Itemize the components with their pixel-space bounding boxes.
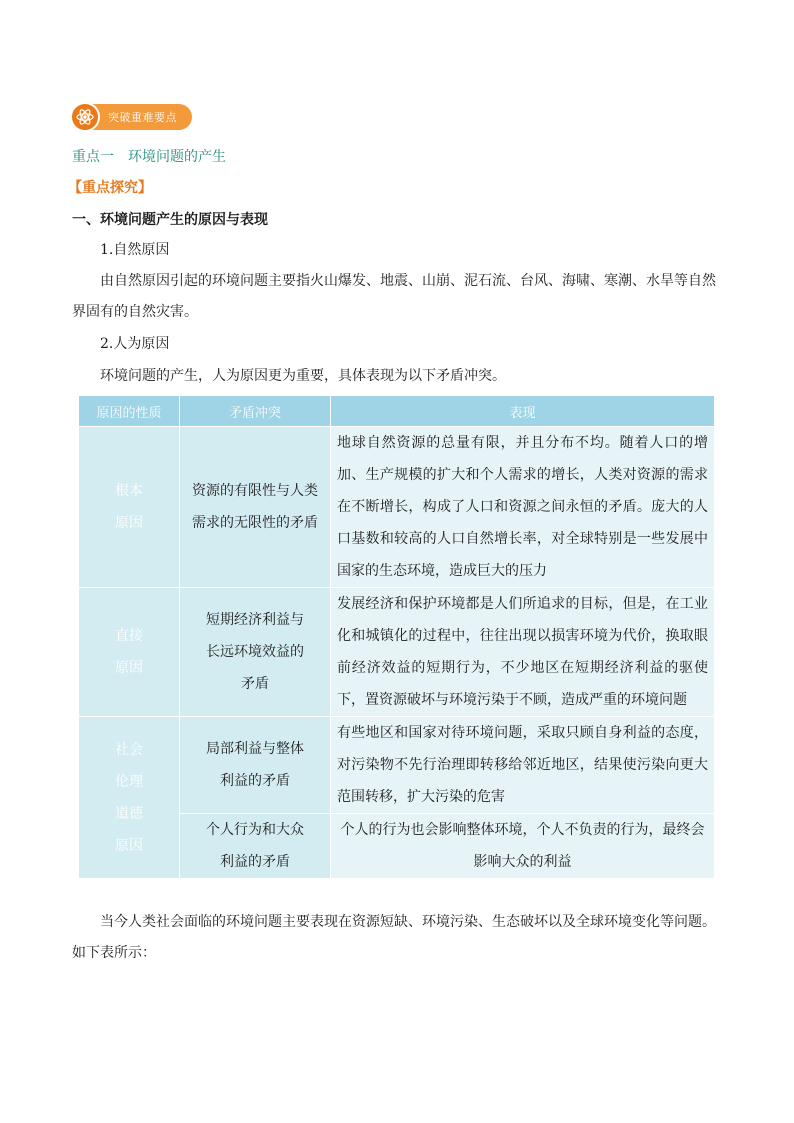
table-row: [79, 588, 715, 717]
conflict-cell: 局部利益与整体利益的矛盾: [180, 717, 331, 814]
nature-line: 根本: [115, 483, 143, 499]
table-row: [79, 427, 715, 588]
desc-cell: 有些地区和国家对待环境问题，采取只顾自身利益的态度，对污染物不先行治理即转移给邻近地区，结果使污染向更大范围转移，扩大污染的危害: [331, 717, 715, 814]
paragraph-1: 由自然原因引起的环境问题主要指火山爆发、地震、山崩、泥石流、台风、海啸、寒潮、水旱等自然界固有的自然灾害。: [72, 273, 716, 320]
nature-line: 原因: [115, 660, 143, 676]
nature-line: 道德: [115, 805, 143, 822]
nature-line: 直接: [115, 628, 143, 644]
causes-table: [78, 395, 715, 879]
badge-label: 突破重难要点: [108, 111, 177, 124]
item-1: 1.自然原因: [100, 242, 170, 258]
section-title: [72, 146, 226, 166]
item-2: 2.人为原因: [100, 336, 170, 352]
nature-line: 原因: [115, 837, 143, 854]
conflict-cell: 短期经济利益与长远环境效益的矛盾: [180, 588, 331, 717]
nature-line: 社会: [115, 741, 143, 758]
conflict-cell: 个人行为和大众利益的矛盾: [180, 814, 331, 879]
section-number: 重点一: [72, 149, 114, 165]
table-header-row: [79, 396, 715, 427]
heading-1: 一、环境问题产生的原因与表现: [72, 212, 268, 228]
nature-line: 原因: [115, 515, 143, 531]
nature-line: 伦理: [115, 773, 143, 790]
section-title-text: 环境问题的产生: [128, 149, 226, 165]
nature-cell: [79, 427, 180, 588]
conflict-cell: 资源的有限性与人类需求的无限性的矛盾: [180, 427, 331, 588]
section-badge: [72, 104, 192, 130]
desc-cell: 发展经济和保护环境都是人们所追求的目标，但是，在工业化和城镇化的过程中，往往出现以损害环境为代价，换取眼前经济效益的短期行为，不少地区在短期经济利益的驱使下，置资源破坏与环境污染于不顾，造成严重的环境问题: [331, 588, 715, 717]
desc-cell: 地球自然资源的总量有限，并且分布不均。随着人口的增加、生产规模的扩大和个人需求的增长，人类对资源的需求在不断增长，构成了人口和资源之间永恒的矛盾。庞大的人口基数和较高的人口自然增长率，对全球特别是一些发展中国家的生态环境，造成巨大的压力: [331, 427, 715, 588]
paragraph-2: 环境问题的产生，人为原因更为重要，具体表现为以下矛盾冲突。: [100, 368, 506, 384]
header-desc: 表现: [331, 396, 715, 427]
subtitle: 【重点探究】: [68, 180, 152, 196]
nature-cell: [79, 717, 180, 879]
nature-cell: [79, 588, 180, 717]
paragraph-3: 当今人类社会面临的环境问题主要表现在资源短缺、环境污染、生态破坏以及全球环境变化等问题。如下表所示：: [72, 914, 716, 961]
header-conflict: 矛盾冲突: [180, 396, 331, 427]
desc-cell: 个人的行为也会影响整体环境，个人不负责的行为，最终会影响大众的利益: [331, 814, 715, 879]
header-nature: 原因的性质: [79, 396, 180, 427]
atom-icon: [70, 102, 100, 132]
table-row: [79, 717, 715, 814]
